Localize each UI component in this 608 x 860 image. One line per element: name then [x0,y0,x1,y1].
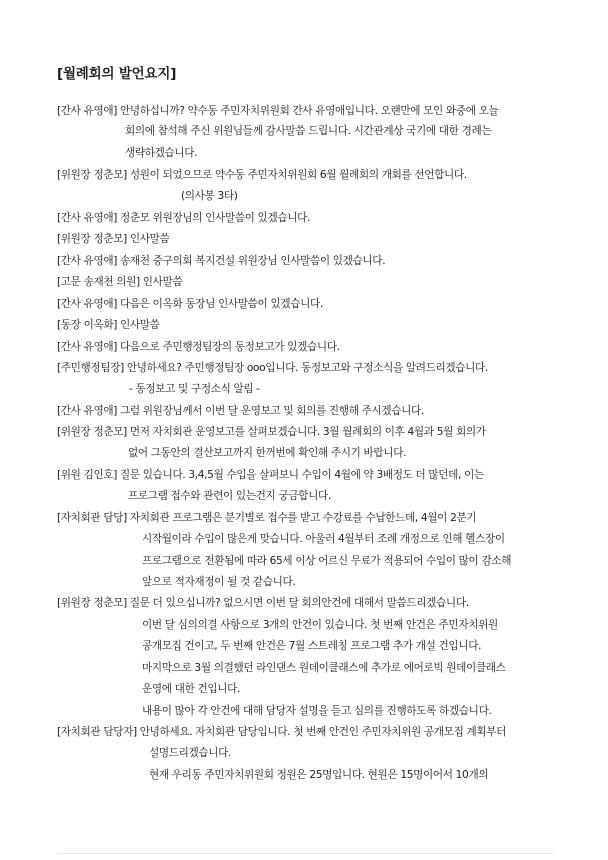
text-line: 이번 달 심의의결 사항으로 3개의 안건이 있습니다. 첫 번째 안건은 주민자치위원 [142,619,498,631]
text-line: [위원 김인호] 질문 있습니다. 3,4,5월 수입을 살펴보니 수입이 4월에 약 3배정도 더 많던데, 이는 [57,469,484,481]
page-bottom-rule [57,853,553,854]
text-line: [자치회관 담당자] 안녕하세요. 자치회관 담당입니다. 첫 번째 안건인 주민자치위원 공개모집 계획부터 [57,726,506,738]
text-line: [동장 이옥화] 인사말씀 [57,319,160,331]
text-line: 회의에 참석해 주신 위원님들께 감사말씀 드립니다. 시간관계상 국기에 대한 경례는 [125,125,492,137]
text-line: (의사봉 3타) [181,190,238,202]
text-line: 없어 그동안의 결산보고까지 한꺼번에 확인해 주시기 바랍니다. [128,447,407,459]
text-line: [간사 유영애] 그럼 위원장님께서 이번 달 운영보고 및 회의를 진행해 주시겠습니다. [57,405,424,417]
text-line: [위원장 정춘모] 인사말씀 [57,233,170,245]
text-line: 현재 우리동 주민자치위원회 정원은 25명입니다. 현원은 15명이어서 10개의 [149,769,489,781]
text-line: [고문 송재천 의원] 인사말씀 [57,276,183,288]
text-line: 프로그램 접수와 관련이 있는건지 궁금합니다. [128,490,331,502]
text-line: 운영에 대한 건입니다. [142,683,241,695]
text-line: [위원장 정춘모] 질문 더 있으십니까? 없으시면 이번 달 회의안건에 대해서 말씀드리겠습니다. [57,597,469,609]
text-line: [위원장 정춘모] 먼저 자치회관 운영보고를 살펴보겠습니다. 3월 월례회의 이후 4월과 5월 회의가 [57,426,486,438]
text-line: [간사 유영애] 정춘모 위원장님의 인사말씀이 있겠습니다. [57,212,310,224]
text-line: [간사 유영애] 다음은 이옥화 동장님 인사말씀이 있겠습니다. [57,298,323,310]
text-line: 내용이 많아 각 안건에 대해 담당자 설명을 듣고 심의를 진행하도록 하겠습니다. [142,705,492,717]
text-line: 마지막으로 3월 의결했던 라인댄스 원데이클래스에 추가로 에어로빅 원데이클래스 [142,662,506,674]
text-line: [간사 유영애] 송재천 중구의회 복지건설 위원장님 인사말씀이 있겠습니다. [57,255,386,267]
text-line: - 동정보고 및 구정소식 알림 - [129,383,260,395]
text-line: 생략하겠습니다. [125,147,198,159]
text-line: 시작월이라 수입이 많은게 맞습니다. 아울러 4월부터 조례 개정으로 인해 헬스장이 [142,533,505,545]
text-line: 프로그램으로 전환됨에 따라 65세 이상 어르신 무료가 적용되어 수입이 많이 감소해 [142,555,512,567]
text-line: [위원장 정춘모] 성원이 되었으므로 약수동 주민자치위원회 6월 월례회의 개회를 선언합니다. [57,169,467,181]
document-title: [월례회의 발언요지] [57,66,177,82]
text-line: [자치회관 담당] 자치회관 프로그램은 분기별로 접수를 받고 수강료를 수납한느데, 4월이 2분기 [57,512,477,524]
text-line: [주민행정팀장] 안녕하세요? 주민행정팀장 ooo입니다. 동정보고와 구정소식을 알려드리겠습니다. [57,362,488,374]
text-line: 설명드리겠습니다. [149,747,232,759]
text-line: [간사 유영애] 안녕하십니까? 약수동 주민자치위원회 간사 유영애입니다. 오랜만에 모인 와중에 오늘 [57,105,499,117]
text-line: 공개모집 건이고, 두 번째 안건은 7월 스트레칭 프로그램 추가 개설 건입니다. [142,640,482,652]
text-line: 앞으로 적자재정이 될 것 같습니다. [142,576,296,588]
text-line: [간사 유영애] 다음으로 주민행정팀장의 동정보고가 있겠습니다. [57,341,340,353]
